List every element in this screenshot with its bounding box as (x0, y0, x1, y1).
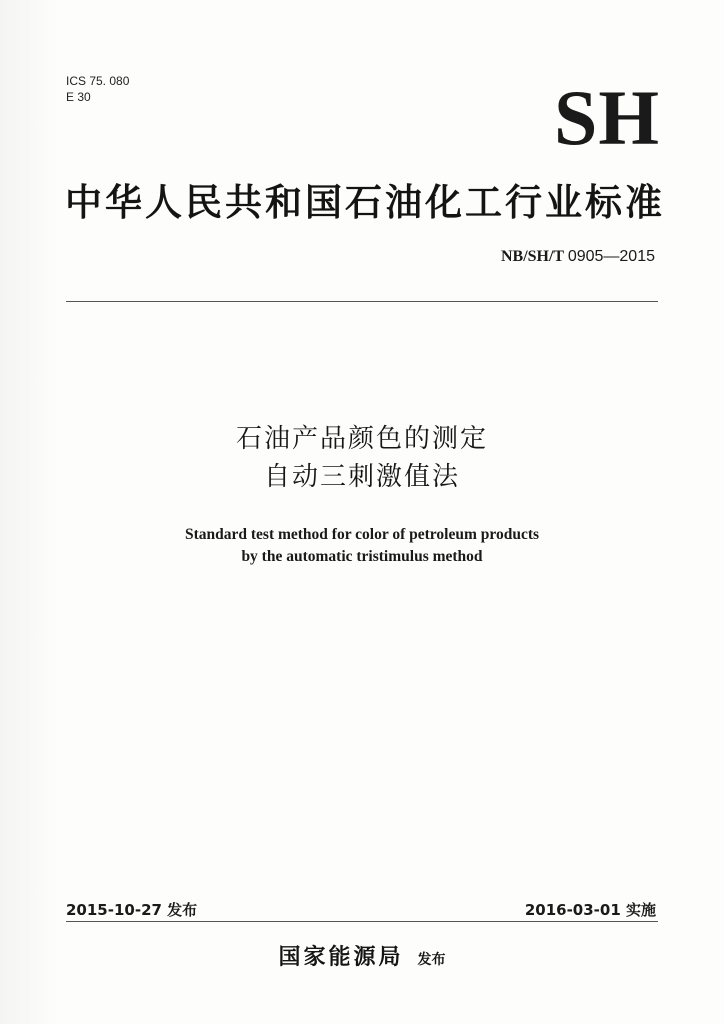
publisher-action: 发布 (417, 952, 446, 968)
ccs-code: E 30 (66, 90, 91, 104)
standard-number-prefix: NB/SH/T (500, 248, 568, 265)
standard-number (501, 247, 655, 267)
classification-codes (66, 73, 129, 105)
chinese-title-line-1: 石油产品颜色的测定 (235, 424, 488, 454)
footer-divider (66, 921, 658, 922)
english-title-line-2: by the automatic tristimulus method (241, 548, 483, 565)
implementation-date: 2016-03-01 实施 (524, 901, 656, 919)
industry-mark: SH (553, 74, 660, 161)
publisher-name: 国家能源局 (278, 945, 404, 970)
english-title-line-1: Standard test method for color of petroleum products (184, 526, 540, 543)
header-divider (66, 301, 658, 302)
issue-date: 2015-10-27 发布 (66, 901, 198, 919)
publisher-line (0, 940, 724, 971)
standard-category-title: 中华人民共和国石油化工行业标准 (65, 181, 665, 224)
english-title (0, 524, 724, 568)
ics-code: ICS 75. 080 (66, 74, 130, 88)
chinese-title (0, 420, 724, 496)
scan-edge-shading (0, 0, 60, 1024)
standard-number-value: 0905—2015 (567, 248, 655, 265)
chinese-title-line-2: 自动三刺激值法 (263, 462, 460, 492)
